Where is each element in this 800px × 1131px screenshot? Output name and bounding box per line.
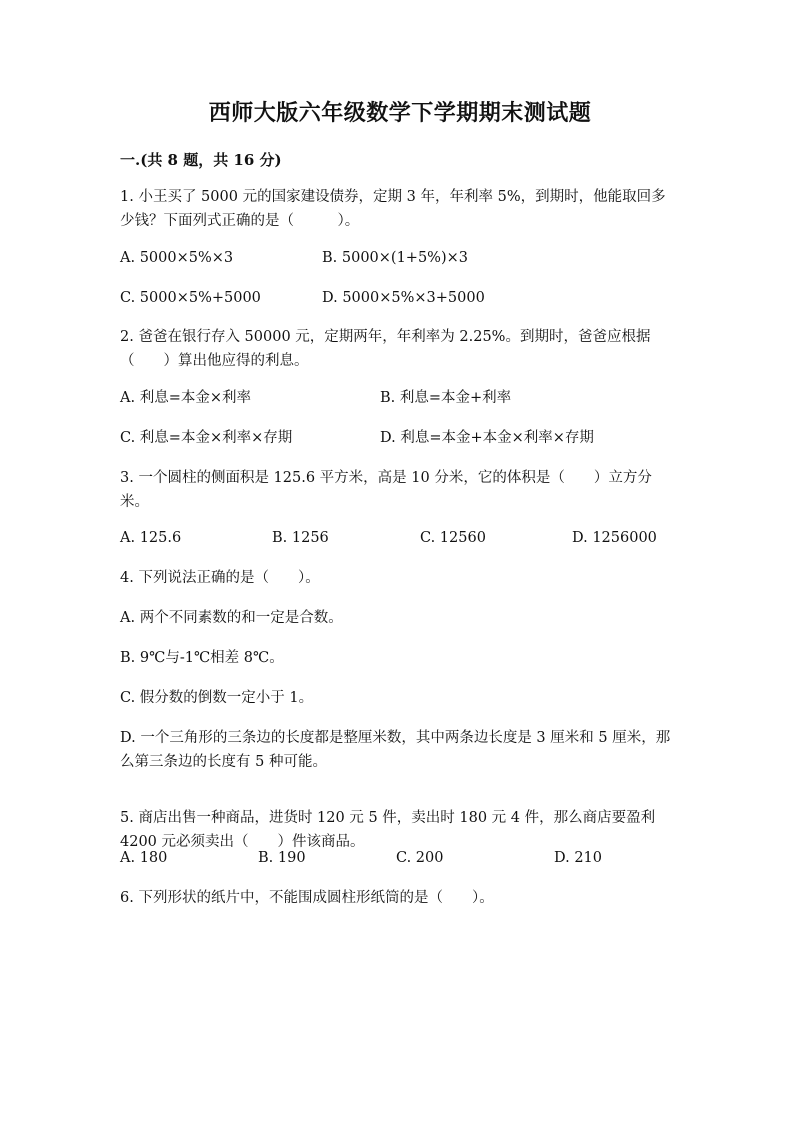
question-3-option-a: A. 125.6 xyxy=(120,530,182,546)
question-1-option-a: A. 5000×5%×3 xyxy=(120,250,234,266)
question-5-option-b: B. 190 xyxy=(258,850,306,866)
question-1-option-b: B. 5000×(1+5%)×3 xyxy=(322,250,468,266)
question-4-option-b: B. 9℃与-1℃相差 8℃。 xyxy=(120,650,284,666)
question-2-option-b: B. 利息=本金+利率 xyxy=(380,390,512,406)
question-4-option-d: D. 一个三角形的三条边的长度都是整厘米数，其中两条边长度是 3 厘米和 5 厘米，那么第三条边的长度有 5 种可能。 xyxy=(120,730,671,770)
question-3-option-c: C. 12560 xyxy=(420,530,486,546)
question-5-option-a: A. 180 xyxy=(120,850,168,866)
section-heading: 一.(共 8 题，共 16 分) xyxy=(120,151,282,169)
question-1-text: 1. 小王买了 5000 元的国家建设债券，定期 3 年，年利率 5%，到期时，他能取回多少钱？下面列式正确的是（ ）。 xyxy=(120,189,666,229)
question-2-option-c: C. 利息=本金×利率×存期 xyxy=(120,430,293,446)
question-3-text: 3. 一个圆柱的侧面积是 125.6 平方米，高是 10 分米，它的体积是（ ）立方分米。 xyxy=(120,470,652,510)
question-5-option-d: D. 210 xyxy=(554,850,603,866)
question-5-option-c: C. 200 xyxy=(396,850,444,866)
question-4-text: 4. 下列说法正确的是（ ）。 xyxy=(120,570,320,586)
question-4-option-a: A. 两个不同素数的和一定是合数。 xyxy=(120,610,343,626)
question-2-text: 2. 爸爸在银行存入 50000 元，定期两年，年利率为 2.25%。到期时，爸爸应根据（ ）算出他应得的利息。 xyxy=(120,329,651,369)
question-5-text: 5. 商店出售一种商品，进货时 120 元 5 件，卖出时 180 元 4 件，那么商店要盈利 4200 元必须卖出（ ）件该商品。 xyxy=(120,810,656,850)
question-2-option-a: A. 利息=本金×利率 xyxy=(120,390,251,406)
page-title: 西师大版六年级数学下学期期末测试题 xyxy=(208,100,592,126)
question-4-option-c: C. 假分数的倒数一定小于 1。 xyxy=(120,690,314,706)
question-3-option-d: D. 1256000 xyxy=(572,530,657,546)
question-1-option-d: D. 5000×5%×3+5000 xyxy=(322,290,485,306)
question-3-option-b: B. 1256 xyxy=(272,530,329,546)
question-1-option-c: C. 5000×5%+5000 xyxy=(120,290,261,306)
question-6-text: 6. 下列形状的纸片中，不能围成圆柱形纸筒的是（ ）。 xyxy=(120,890,494,906)
question-2-option-d: D. 利息=本金+本金×利率×存期 xyxy=(380,430,594,446)
